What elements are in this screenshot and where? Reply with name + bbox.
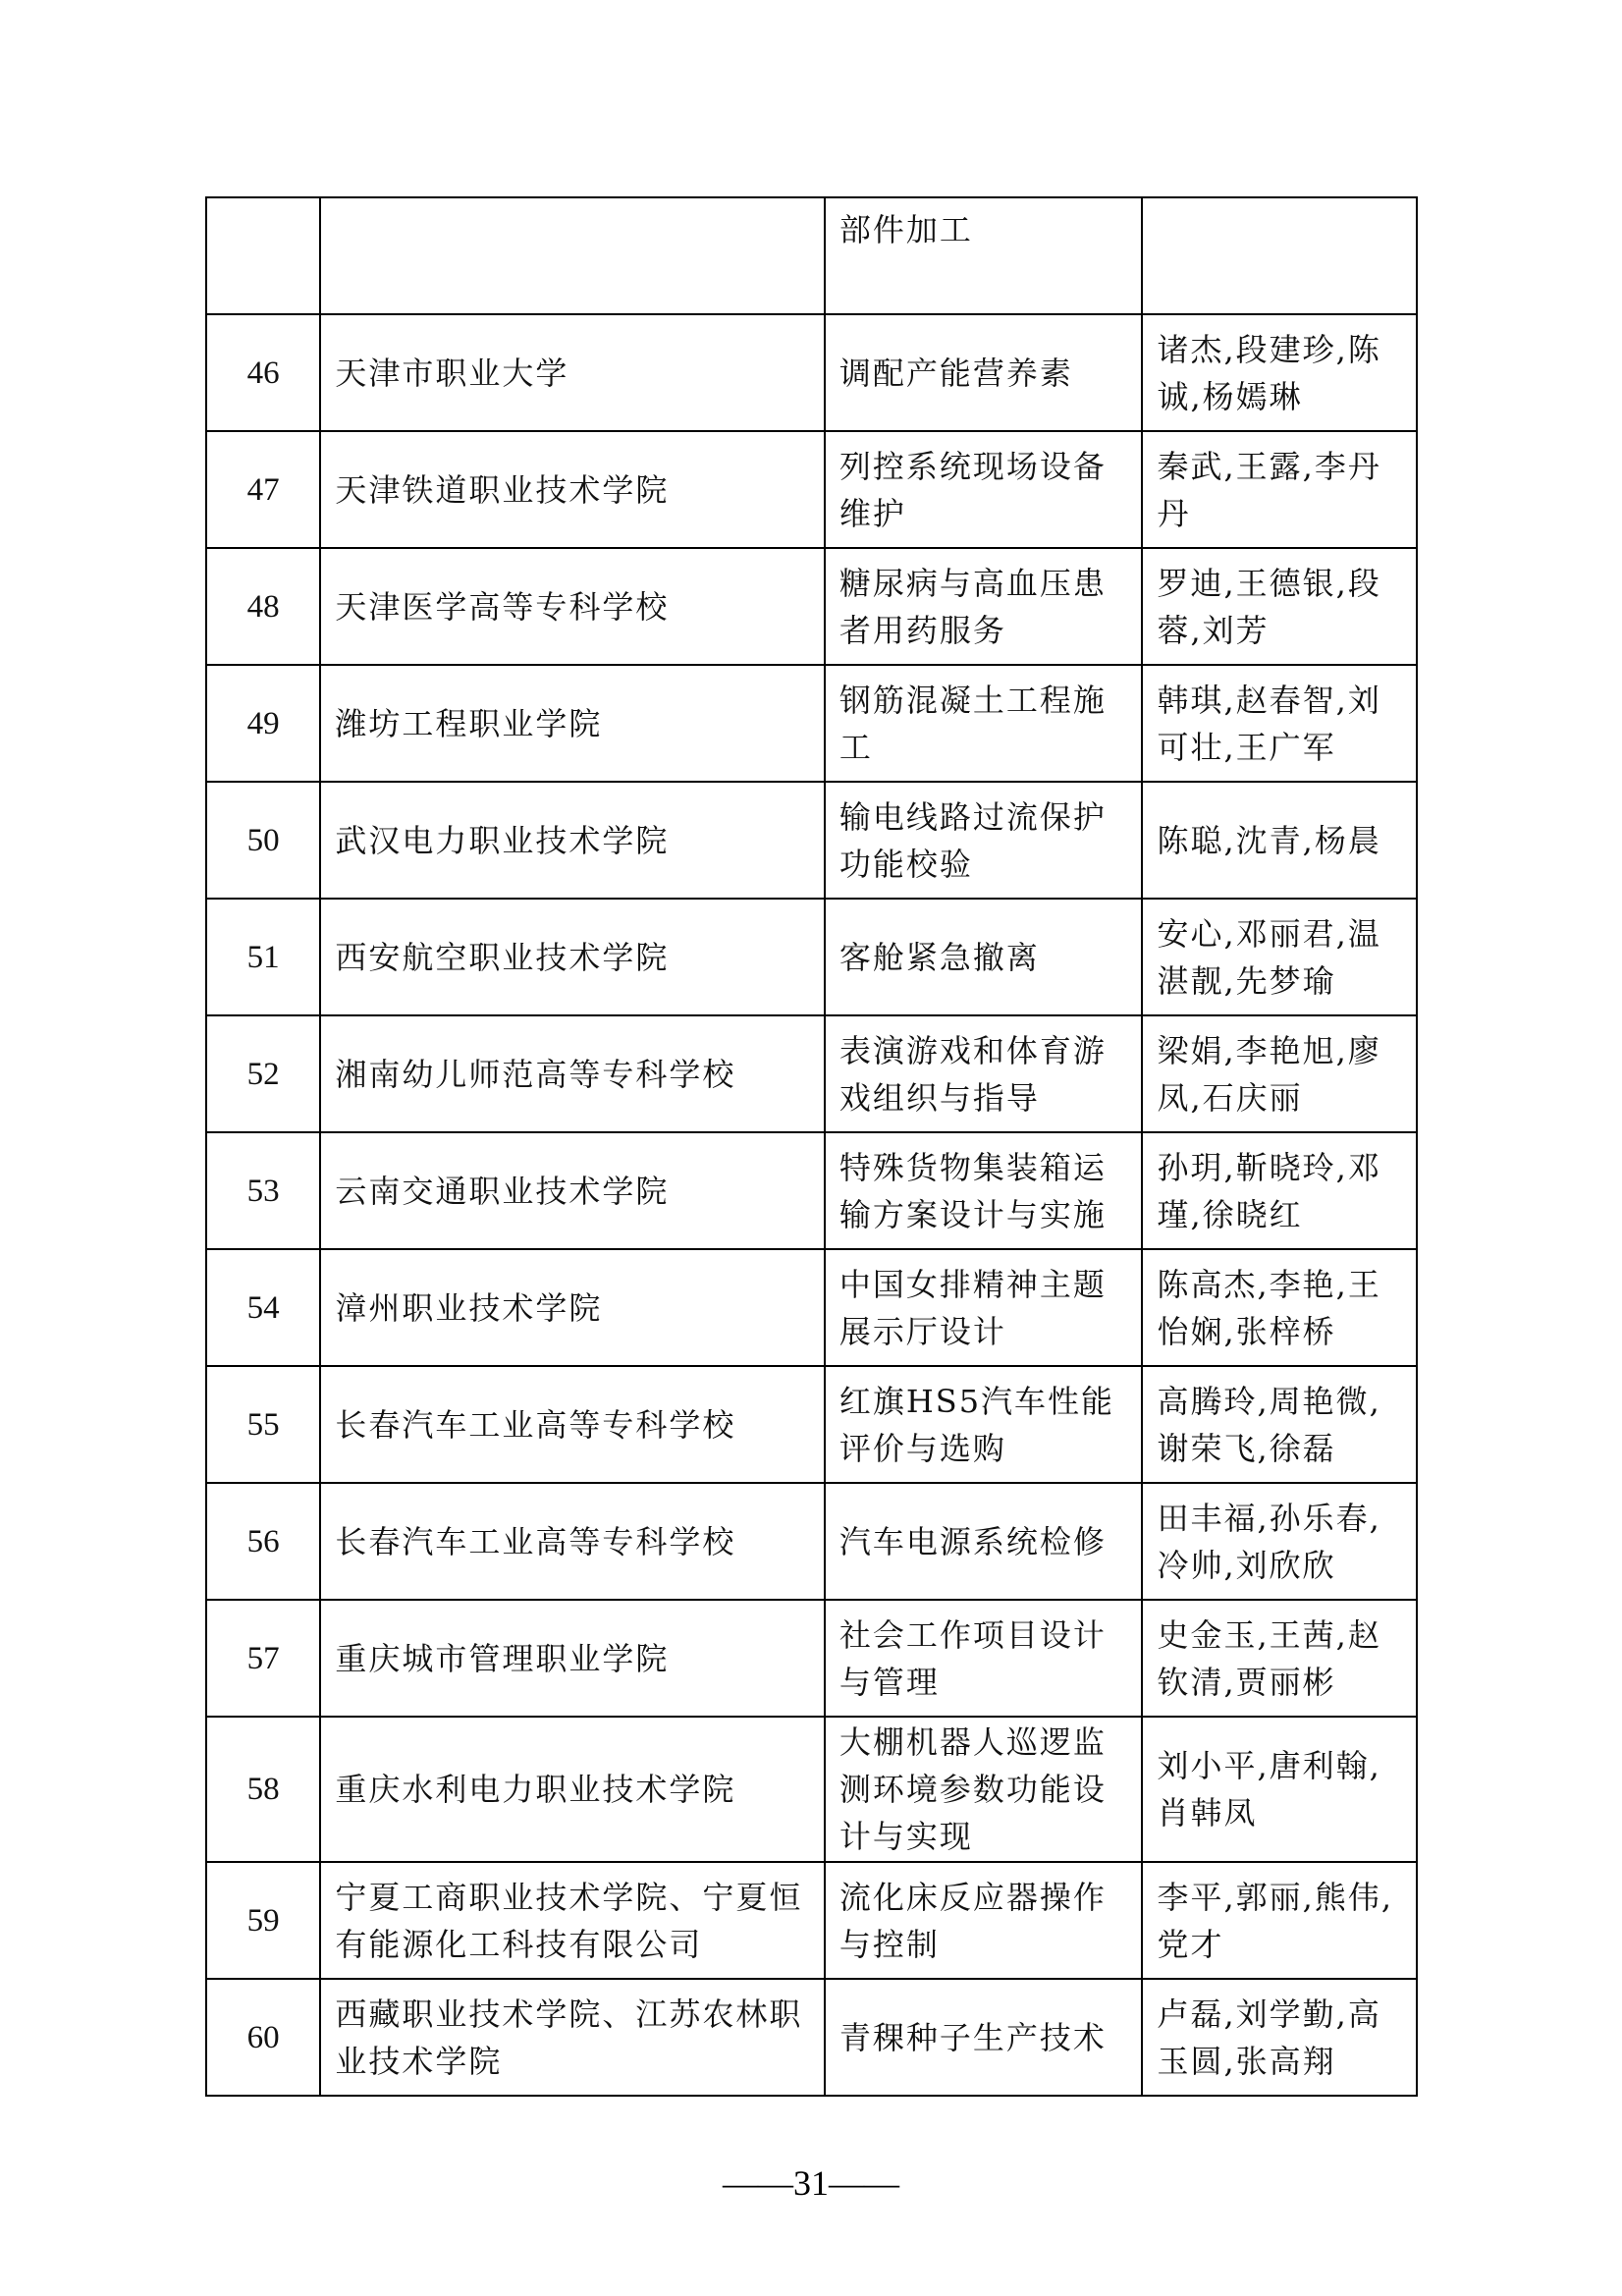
table-row bbox=[206, 1249, 1417, 1366]
table-row bbox=[206, 1600, 1417, 1717]
project-name: 钢筋混凝土工程施工 bbox=[825, 665, 1143, 782]
project-name: 社会工作项目设计与管理 bbox=[825, 1600, 1143, 1717]
project-name: 特殊货物集装箱运输方案设计与实施 bbox=[825, 1132, 1143, 1249]
project-name: 部件加工 bbox=[825, 197, 1143, 314]
row-number: 49 bbox=[206, 665, 320, 782]
team-members: 史金玉,王茜,赵钦清,贾丽彬 bbox=[1142, 1600, 1417, 1717]
school-name: 天津铁道职业技术学院 bbox=[320, 431, 825, 548]
row-number: 47 bbox=[206, 431, 320, 548]
row-number: 50 bbox=[206, 782, 320, 899]
school-name: 西安航空职业技术学院 bbox=[320, 899, 825, 1015]
project-name: 中国女排精神主题展示厅设计 bbox=[825, 1249, 1143, 1366]
school-name: 天津医学高等专科学校 bbox=[320, 548, 825, 665]
table-row bbox=[206, 548, 1417, 665]
table-row bbox=[206, 1015, 1417, 1132]
school-name: 漳州职业技术学院 bbox=[320, 1249, 825, 1366]
table-row bbox=[206, 431, 1417, 548]
project-name: 客舱紧急撤离 bbox=[825, 899, 1143, 1015]
table-row bbox=[206, 899, 1417, 1015]
row-number: 52 bbox=[206, 1015, 320, 1132]
row-number: 46 bbox=[206, 314, 320, 431]
team-members: 孙玥,靳晓玲,邓瑾,徐晓红 bbox=[1142, 1132, 1417, 1249]
school-name bbox=[320, 197, 825, 314]
project-name: 青稞种子生产技术 bbox=[825, 1979, 1143, 2096]
school-name: 武汉电力职业技术学院 bbox=[320, 782, 825, 899]
team-members: 李平,郭丽,熊伟,党才 bbox=[1142, 1862, 1417, 1979]
team-members: 陈聪,沈青,杨晨 bbox=[1142, 782, 1417, 899]
table-row bbox=[206, 197, 1417, 314]
row-number: 56 bbox=[206, 1483, 320, 1600]
team-members: 安心,邓丽君,温湛靓,先梦瑜 bbox=[1142, 899, 1417, 1015]
team-members: 田丰福,孙乐春,冷帅,刘欣欣 bbox=[1142, 1483, 1417, 1600]
table-row bbox=[206, 1483, 1417, 1600]
table-row bbox=[206, 665, 1417, 782]
school-name: 天津市职业大学 bbox=[320, 314, 825, 431]
table-row bbox=[206, 1979, 1417, 2096]
table-row bbox=[206, 1132, 1417, 1249]
row-number: 59 bbox=[206, 1862, 320, 1979]
row-number: 58 bbox=[206, 1717, 320, 1862]
project-name: 表演游戏和体育游戏组织与指导 bbox=[825, 1015, 1143, 1132]
school-name: 湘南幼儿师范高等专科学校 bbox=[320, 1015, 825, 1132]
team-members bbox=[1142, 197, 1417, 314]
row-number: 54 bbox=[206, 1249, 320, 1366]
team-members: 高腾玲,周艳微,谢荣飞,徐磊 bbox=[1142, 1366, 1417, 1483]
row-number: 51 bbox=[206, 899, 320, 1015]
school-name: 云南交通职业技术学院 bbox=[320, 1132, 825, 1249]
row-number: 48 bbox=[206, 548, 320, 665]
team-members: 卢磊,刘学勤,高玉圆,张高翔 bbox=[1142, 1979, 1417, 2096]
project-name: 糖尿病与高血压患者用药服务 bbox=[825, 548, 1143, 665]
project-name: 大棚机器人巡逻监测环境参数功能设计与实现 bbox=[825, 1717, 1143, 1862]
team-members: 梁娟,李艳旭,廖凤,石庆丽 bbox=[1142, 1015, 1417, 1132]
award-table bbox=[205, 196, 1418, 2097]
row-number: 55 bbox=[206, 1366, 320, 1483]
row-number: 60 bbox=[206, 1979, 320, 2096]
school-name: 潍坊工程职业学院 bbox=[320, 665, 825, 782]
team-members: 陈高杰,李艳,王怡娴,张梓桥 bbox=[1142, 1249, 1417, 1366]
project-name: 输电线路过流保护功能校验 bbox=[825, 782, 1143, 899]
team-members: 刘小平,唐利翰,肖韩凤 bbox=[1142, 1717, 1417, 1862]
school-name: 宁夏工商职业技术学院、宁夏恒有能源化工科技有限公司 bbox=[320, 1862, 825, 1979]
page-number: ——31—— bbox=[723, 2163, 899, 2203]
table-row bbox=[206, 1717, 1417, 1862]
project-name: 调配产能营养素 bbox=[825, 314, 1143, 431]
row-number: 53 bbox=[206, 1132, 320, 1249]
row-number bbox=[206, 197, 320, 314]
table-row bbox=[206, 782, 1417, 899]
table-row bbox=[206, 1366, 1417, 1483]
table-row bbox=[206, 1862, 1417, 1979]
table-row bbox=[206, 314, 1417, 431]
team-members: 诸杰,段建珍,陈诚,杨嫣琳 bbox=[1142, 314, 1417, 431]
project-name: 汽车电源系统检修 bbox=[825, 1483, 1143, 1600]
school-name: 重庆城市管理职业学院 bbox=[320, 1600, 825, 1717]
team-members: 秦武,王露,李丹丹 bbox=[1142, 431, 1417, 548]
project-name: 列控系统现场设备维护 bbox=[825, 431, 1143, 548]
project-name: 流化床反应器操作与控制 bbox=[825, 1862, 1143, 1979]
team-members: 罗迪,王德银,段蓉,刘芳 bbox=[1142, 548, 1417, 665]
team-members: 韩琪,赵春智,刘可壮,王广军 bbox=[1142, 665, 1417, 782]
row-number: 57 bbox=[206, 1600, 320, 1717]
school-name: 长春汽车工业高等专科学校 bbox=[320, 1366, 825, 1483]
project-name: 红旗HS5汽车性能评价与选购 bbox=[825, 1366, 1143, 1483]
school-name: 重庆水利电力职业技术学院 bbox=[320, 1717, 825, 1862]
school-name: 长春汽车工业高等专科学校 bbox=[320, 1483, 825, 1600]
school-name: 西藏职业技术学院、江苏农林职业技术学院 bbox=[320, 1979, 825, 2096]
